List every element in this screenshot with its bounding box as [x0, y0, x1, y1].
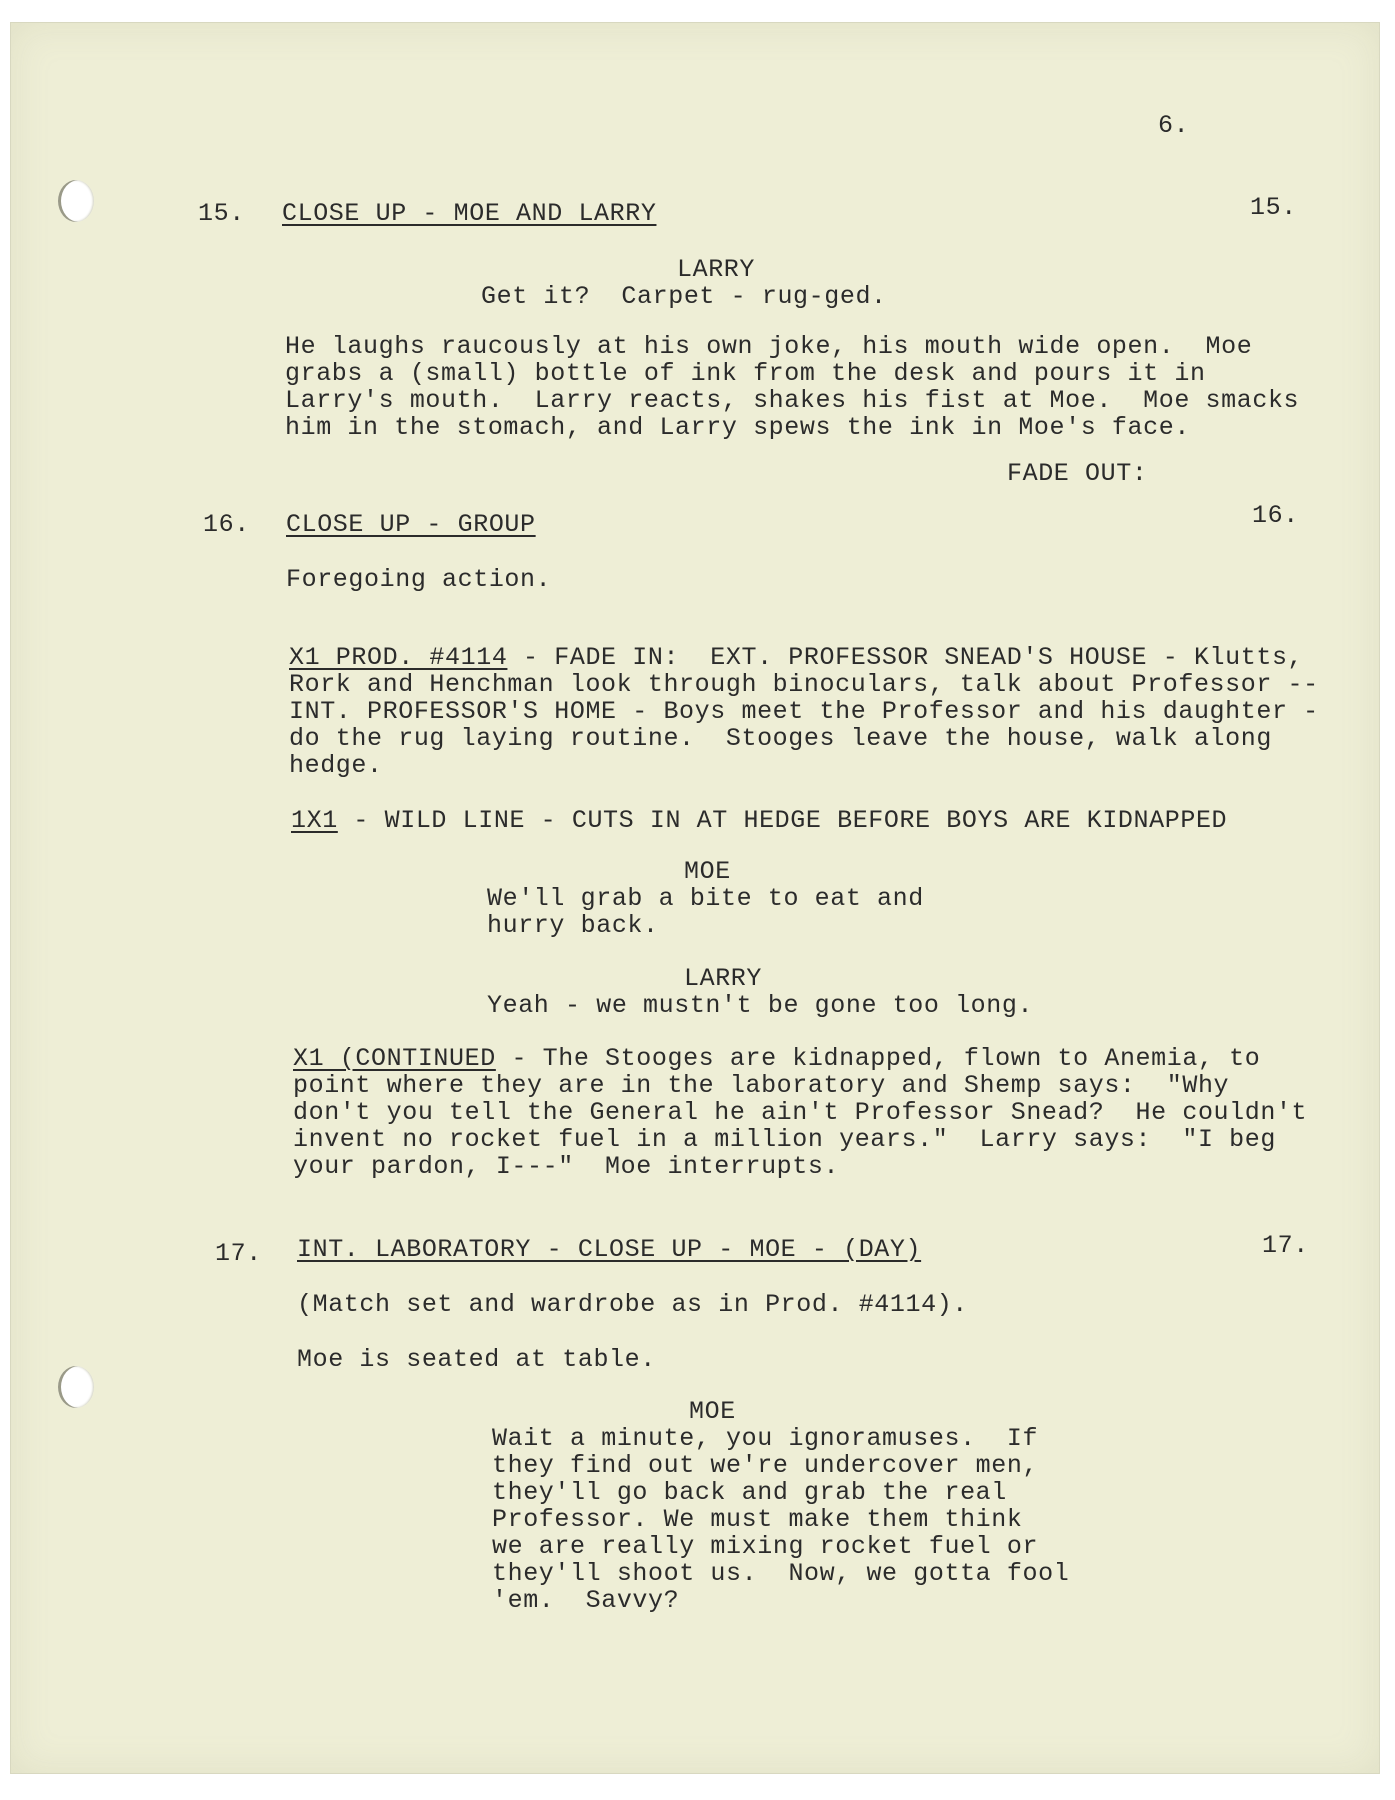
scene-15-number-left: 15. — [198, 199, 245, 228]
scene-15-transition: FADE OUT: — [1007, 459, 1148, 488]
scene-17-number-right: 17. — [1262, 1231, 1309, 1260]
action-line: grabs a (small) bottle of ink from the desk and pours it in — [285, 359, 1206, 388]
scene-16-action: Foregoing action. — [286, 565, 552, 594]
scene-16-number-left: 16. — [203, 510, 250, 539]
page-number: 6. — [1158, 111, 1190, 140]
x1-prod-block — [289, 644, 1319, 779]
x1-prod-first-line — [289, 644, 1319, 671]
scene-17-character: MOE — [689, 1397, 736, 1426]
dialogue-line: hurry back. — [487, 911, 659, 940]
scene-15-character: LARRY — [677, 255, 756, 284]
x1-continued-line: point where they are in the laboratory and Shemp says: "Why — [293, 1071, 1230, 1100]
x1-continued-line: invent no rocket fuel in a million years." Larry says: "I beg — [293, 1125, 1276, 1154]
x1-prod-line: - FADE IN: EXT. PROFESSOR SNEAD'S HOUSE - Klutts, — [507, 643, 1304, 672]
dialogue-line: we are really mixing rocket fuel or — [492, 1532, 1039, 1561]
x1-prod-line: do the rug laying routine. Stooges leave the house, walk along — [289, 724, 1272, 753]
x1-continued-first-line — [293, 1045, 1307, 1072]
scene-15-number-right: 15. — [1250, 193, 1297, 222]
wild-line-text: - WILD LINE - CUTS IN AT HEDGE BEFORE BOYS ARE KIDNAPPED — [337, 806, 1228, 835]
scene-17-number-left: 17. — [215, 1239, 262, 1268]
wild-line-heading — [291, 807, 1227, 834]
x1-prod-line: Rork and Henchman look through binoculars, talk about Professor -- — [289, 670, 1319, 699]
action-line: him in the stomach, and Larry spews the ink in Moe's face. — [285, 413, 1190, 442]
dialogue-line: they'll shoot us. Now, we gotta fool — [492, 1559, 1070, 1588]
scene-16-number-right: 16. — [1252, 501, 1299, 530]
scene-17-note: (Match set and wardrobe as in Prod. #4114). — [297, 1290, 968, 1319]
wild-line-character-moe: MOE — [684, 857, 731, 886]
dialogue-line: they'll go back and grab the real — [492, 1478, 1007, 1507]
wild-line-label: 1X1 — [291, 806, 338, 835]
scene-16-heading: CLOSE UP - GROUP — [286, 510, 536, 539]
x1-continued-line: don't you tell the General he ain't Professor Snead? He couldn't — [293, 1098, 1308, 1127]
dialogue-line: Professor. We must make them think — [492, 1505, 1023, 1534]
scene-15-heading: CLOSE UP - MOE AND LARRY — [282, 199, 657, 228]
wild-line-character-larry: LARRY — [684, 964, 763, 993]
x1-continued-line: - The Stooges are kidnapped, flown to Anemia, to — [495, 1044, 1261, 1073]
x1-continued-block — [293, 1045, 1307, 1180]
scene-17-heading: INT. LABORATORY - CLOSE UP - MOE - (DAY) — [297, 1235, 922, 1264]
punch-hole-top — [58, 180, 94, 222]
scene-17-dialogue — [492, 1425, 1069, 1614]
dialogue-line: We'll grab a bite to eat and — [487, 884, 924, 913]
x1-continued-line: your pardon, I---" Moe interrupts. — [293, 1152, 840, 1181]
punch-hole-bottom — [58, 1366, 94, 1408]
action-line: He laughs raucously at his own joke, his mouth wide open. Moe — [285, 332, 1253, 361]
dialogue-line: they find out we're undercover men, — [492, 1451, 1039, 1480]
scene-15-dialogue: Get it? Carpet - rug-ged. — [481, 282, 887, 311]
wild-line-dialogue-larry: Yeah - we mustn't be gone too long. — [487, 991, 1034, 1020]
dialogue-line: Wait a minute, you ignoramuses. If — [492, 1424, 1039, 1453]
wild-line-dialogue-moe — [487, 885, 924, 939]
scene-17-action: Moe is seated at table. — [297, 1345, 656, 1374]
dialogue-line: 'em. Savvy? — [492, 1586, 680, 1615]
x1-prod-line: INT. PROFESSOR'S HOME - Boys meet the Professor and his daughter - — [289, 697, 1319, 726]
x1-continued-label: X1 (CONTINUED — [293, 1044, 496, 1073]
x1-prod-line: hedge. — [289, 751, 383, 780]
scene-15-action — [285, 333, 1299, 441]
x1-prod-label: X1 PROD. #4114 — [289, 643, 508, 672]
action-line: Larry's mouth. Larry reacts, shakes his fist at Moe. Moe smacks — [285, 386, 1300, 415]
